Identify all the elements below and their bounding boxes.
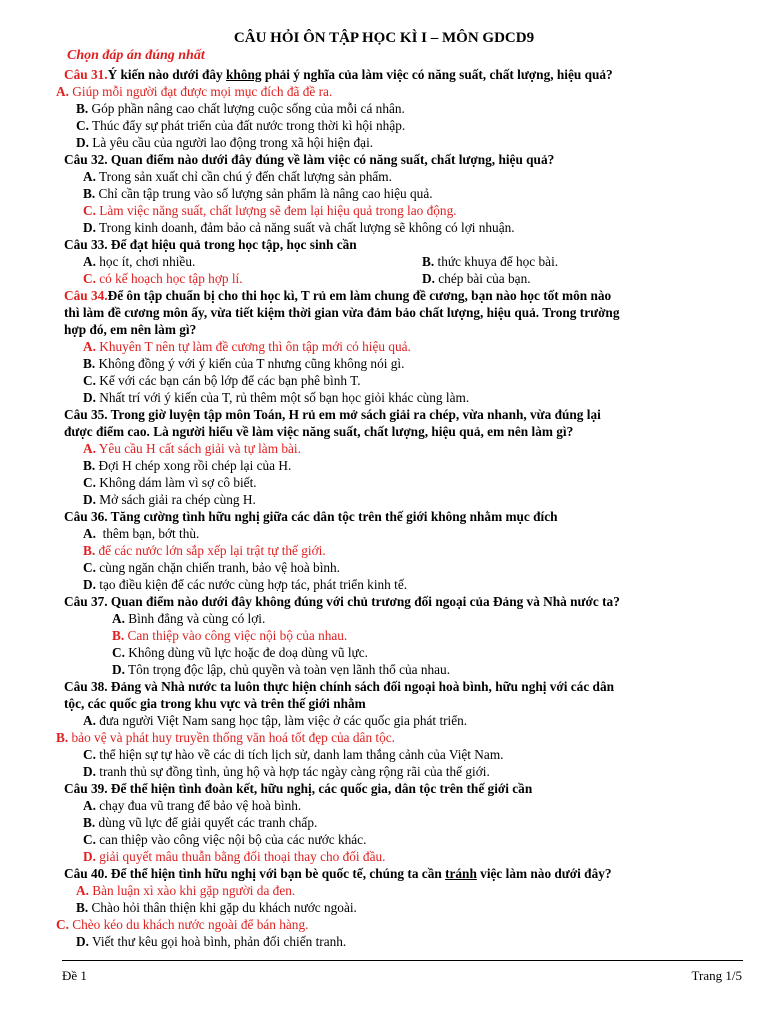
option-a: A. Bình đẳng và cùng có lợi. (112, 611, 266, 626)
option-c: C. Thúc đẩy sự phát triển của đất nước trong thời kì hội nhập. (76, 118, 406, 133)
option-a: A. Khuyên T nên tự làm đề cương thì ôn tập mới có hiệu quả. (83, 339, 411, 354)
option-b: B. Can thiệp vào công việc nội bộ của nhau. (112, 628, 348, 643)
question-33: Câu 33. Để đạt hiệu quả trong học tập, học sinh cần (64, 237, 357, 252)
option-d: D. tranh thủ sự đồng tình, ủng hộ và hợp tác ngày càng rộng rãi của thế giới. (83, 764, 490, 779)
option-d: D. Trong kinh doanh, đảm bảo cả năng suất và chất lượng sẽ không có lợi nhuận. (83, 220, 515, 235)
option-c: C. cùng ngăn chặn chiến tranh, bảo vệ hoà bình. (83, 560, 341, 575)
option-c: C. Không dám làm vì sợ cô biết. (83, 475, 257, 490)
option-d: D. tạo điều kiện để các nước cùng hợp tác, phát triển kinh tế. (83, 577, 408, 592)
question-38: Câu 38. Đảng và Nhà nước ta luôn thực hiện chính sách đối ngoại hoà bình, hữu nghị với các dân (64, 679, 614, 694)
option-b: B. bảo vệ và phát huy truyền thống văn hoá tốt đẹp của dân tộc. (56, 730, 395, 745)
option-b: B. Không đồng ý với ý kiến của T nhưng cũng không nói gì. (83, 356, 405, 371)
option-a: A. Trong sản xuất chỉ cần chú ý đến chất lượng sản phẩm. (83, 169, 392, 184)
question-34: Câu 34.Để ôn tập chuẩn bị cho thi học kì, T rủ em làm chung đề cương, bạn nào học tốt môn nào (64, 288, 612, 303)
option-a: A. Giúp mỗi người đạt được mọi mục đích đã đề ra. (56, 84, 333, 99)
option-b: B. thức khuya để học bài. (422, 254, 559, 269)
option-b: B. Chỉ cần tập trung vào số lượng sản phẩm là nâng cao hiệu quả. (83, 186, 433, 201)
question-40: Câu 40. Để thể hiện tình hữu nghị với bạn bè quốc tế, chúng ta cần tránh việc làm nào dưới đây? (64, 866, 612, 881)
option-d: D. Viết thư kêu gọi hoà bình, phản đối chiến tranh. (76, 934, 347, 949)
page-title: CÂU HỎI ÔN TẬP HỌC KÌ I – MÔN GDCD9 (233, 30, 535, 46)
question-35-line2: được điểm cao. Là người hiểu về làm việc năng suất, chất lượng, hiệu quả, em nên làm gì? (64, 424, 574, 439)
question-34-line3: hợp đó, em nên làm gì? (64, 322, 197, 337)
option-c: C. Làm việc năng suất, chất lượng sẽ đem lại hiệu quả trong lao động. (83, 203, 457, 218)
option-row (64, 253, 724, 270)
question-31: Câu 31.Ý kiến nào dưới đây không phải ý nghĩa của làm việc có năng suất, chất lượng, hiệu quả? (64, 67, 613, 82)
option-b: B. Góp phần nâng cao chất lượng cuộc sống của mỗi cá nhân. (76, 101, 405, 116)
option-a: A. Yêu cầu H cất sách giải và tự làm bài. (83, 441, 301, 456)
option-b: B. Chào hỏi thân thiện khi gặp du khách nước ngoài. (76, 900, 357, 915)
question-36: Câu 36. Tăng cường tình hữu nghị giữa các dân tộc trên thế giới không nhằm mục đích (64, 509, 558, 524)
option-c: C. Không dùng vũ lực hoặc đe doạ dùng vũ lực. (112, 645, 368, 660)
question-34-line2: thì làm đề cương môn ấy, vừa tiết kiệm thời gian vừa đảm bảo chất lượng, hiệu quả. Trong trường (64, 305, 620, 320)
instruction: Chọn đáp án đúng nhất (67, 48, 205, 63)
option-d: D. chép bài của bạn. (422, 271, 531, 286)
question-list (56, 66, 724, 950)
option-b: B. để các nước lớn sắp xếp lại trật tự thế giới. (83, 543, 326, 558)
question-39: Câu 39. Để thể hiện tình đoàn kết, hữu nghị, các quốc gia, dân tộc trên thế giới cần (64, 781, 533, 796)
option-c: C. Kể với các bạn cán bộ lớp để các bạn phê bình T. (83, 373, 361, 388)
question-38-line2: tộc, các quốc gia trong khu vực và trên thế giới nhằm (64, 696, 366, 711)
option-d: D. Nhất trí với ý kiến của T, rủ thêm một số bạn học giỏi khác cùng làm. (83, 390, 470, 405)
option-d: D. giải quyết mâu thuẫn bằng đối thoại thay cho đối đầu. (83, 849, 386, 864)
option-a: A. chạy đua vũ trang để bảo vệ hoà bình. (83, 798, 302, 813)
footer-exam-code: Đề 1 (62, 968, 87, 983)
option-a: A. thêm bạn, bớt thù. (83, 526, 200, 541)
option-c: C. có kế hoạch học tập hợp lí. (83, 271, 243, 286)
option-c: C. Chèo kéo du khách nước ngoài để bán hàng. (56, 917, 309, 932)
option-b: B. Đợi H chép xong rồi chép lại của H. (83, 458, 292, 473)
option-d: D. Tôn trọng độc lập, chủ quyền và toàn vẹn lãnh thổ của nhau. (112, 662, 451, 677)
option-row (64, 270, 724, 287)
question-35: Câu 35. Trong giờ luyện tập môn Toán, H rủ em mở sách giải ra chép, vừa nhanh, vừa đúng lại (64, 407, 601, 422)
question-37: Câu 37. Quan điểm nào dưới đây không đúng với chủ trương đối ngoại của Đảng và Nhà nước ta? (64, 594, 620, 609)
footer-page-number: Trang 1/5 (691, 968, 742, 983)
question-32: Câu 32. Quan điểm nào dưới đây đúng về làm việc có năng suất, chất lượng, hiệu quả? (64, 152, 555, 167)
question-number: Câu 31. (64, 67, 108, 82)
option-d: D. Là yêu cầu của người lao động trong xã hội hiện đại. (76, 135, 374, 150)
option-c: C. can thiệp vào công việc nội bộ của các nước khác. (83, 832, 367, 847)
option-c: C. thể hiện sự tự hào về các di tích lịch sử, danh lam thắng cảnh của Việt Nam. (83, 747, 504, 762)
option-d: D. Mở sách giải ra chép cùng H. (83, 492, 256, 507)
option-a: A. Bàn luận xì xào khi gặp người da đen. (76, 883, 296, 898)
footer-divider (62, 960, 743, 961)
option-a: A. học ít, chơi nhiều. (83, 254, 196, 269)
option-a: A. đưa người Việt Nam sang học tập, làm việc ở các quốc gia phát triển. (83, 713, 468, 728)
option-b: B. dùng vũ lực để giải quyết các tranh chấp. (83, 815, 318, 830)
